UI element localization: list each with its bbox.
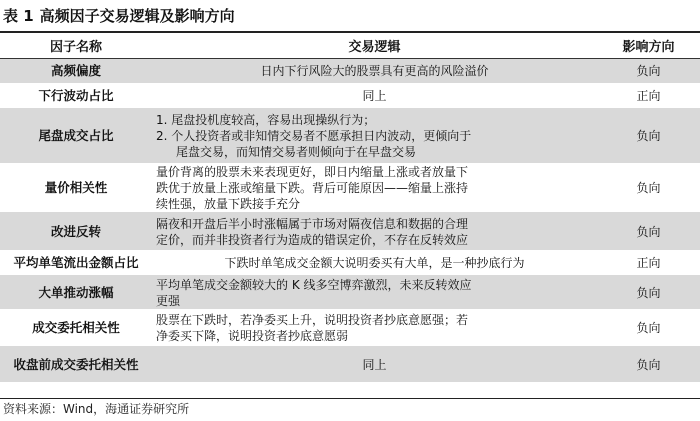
trading-logic-cell <box>152 59 597 84</box>
direction-cell: 负向 <box>597 59 700 84</box>
factor-name-cell: 尾盘成交占比 <box>0 109 152 164</box>
logic-line: 股票在下跌时，若净委买上升，说明投资者抄底意愿强；若 <box>156 313 469 327</box>
table-row <box>0 84 700 109</box>
factor-name-cell: 量价相关性 <box>0 164 152 213</box>
table-row <box>0 310 700 347</box>
logic-line: 平均单笔成交金额较大的 K 线多空博弈激烈，未来反转效应 <box>156 277 472 292</box>
factor-name-cell: 下行波动占比 <box>0 84 152 109</box>
logic-line: 同上 <box>362 89 387 103</box>
header-direction: 影响方向 <box>597 33 700 59</box>
factor-name-cell: 平均单笔流出金额占比 <box>0 251 152 276</box>
factor-name-cell: 改进反转 <box>0 213 152 251</box>
logic-line: 更强 <box>156 293 181 308</box>
logic-line: 净委买下降，说明投资者抄底意愿弱 <box>156 329 349 343</box>
logic-line: 定价，而并非投资者行为造成的错误定价，不存在反转效应 <box>156 232 469 247</box>
logic-line: 2. 个人投资者或非知情交易者不愿承担日内波动，更倾向于 <box>156 129 472 143</box>
direction-cell: 负向 <box>597 109 700 164</box>
factor-name-cell: 大单推动涨幅 <box>0 276 152 310</box>
table-title-text: 高频因子交易逻辑及影响方向 <box>39 7 235 25</box>
table-header-row <box>0 33 700 59</box>
table-row <box>0 59 700 84</box>
table-body <box>0 59 700 383</box>
factor-table <box>0 33 700 383</box>
trading-logic-cell <box>152 109 597 164</box>
table-row <box>0 109 700 164</box>
direction-cell: 正向 <box>597 251 700 276</box>
logic-line: 1. 尾盘投机度较高，容易出现操纵行为； <box>156 113 376 127</box>
bottom-rule <box>0 398 700 399</box>
logic-line: 尾盘交易，而知情交易者则倾向于在早盘交易 <box>176 145 417 159</box>
logic-line: 量价背离的股票未来表现更好，即日内缩量上涨或者放量下 <box>156 165 469 179</box>
table-row <box>0 276 700 310</box>
logic-line: 隔夜和开盘后半小时涨幅属于市场对隔夜信息和数据的合理 <box>156 216 469 231</box>
direction-cell: 正向 <box>597 84 700 109</box>
trading-logic-cell <box>152 164 597 213</box>
header-factor-name: 因子名称 <box>0 33 152 59</box>
factor-name-cell: 高频偏度 <box>0 59 152 84</box>
table-title <box>3 5 235 27</box>
direction-cell: 负向 <box>597 347 700 383</box>
trading-logic-cell <box>152 310 597 347</box>
trading-logic-cell <box>152 84 597 109</box>
logic-line: 下跌时单笔成交金额大说明委买有大单，是一种抄底行为 <box>224 256 525 270</box>
logic-line: 续性强，放量下跌接手充分 <box>156 197 301 211</box>
table-row <box>0 251 700 276</box>
table-row <box>0 213 700 251</box>
table-number: 表 1 <box>3 7 34 25</box>
direction-cell: 负向 <box>597 213 700 251</box>
trading-logic-cell <box>152 251 597 276</box>
direction-cell: 负向 <box>597 276 700 310</box>
factor-name-cell: 成交委托相关性 <box>0 310 152 347</box>
table-row <box>0 347 700 383</box>
header-trading-logic: 交易逻辑 <box>152 33 597 59</box>
logic-line: 跌优于放量上涨或缩量下跌。背后可能原因——缩量上涨持 <box>156 181 469 195</box>
source-note: 资料来源：Wind，海通证券研究所 <box>3 402 190 416</box>
direction-cell: 负向 <box>597 164 700 213</box>
trading-logic-cell <box>152 213 597 251</box>
factor-name-cell: 收盘前成交委托相关性 <box>0 347 152 383</box>
logic-line: 同上 <box>362 357 387 372</box>
direction-cell: 负向 <box>597 310 700 347</box>
trading-logic-cell <box>152 276 597 310</box>
table-row <box>0 164 700 213</box>
logic-line: 日内下行风险大的股票具有更高的风险溢价 <box>260 64 489 78</box>
trading-logic-cell <box>152 347 597 383</box>
